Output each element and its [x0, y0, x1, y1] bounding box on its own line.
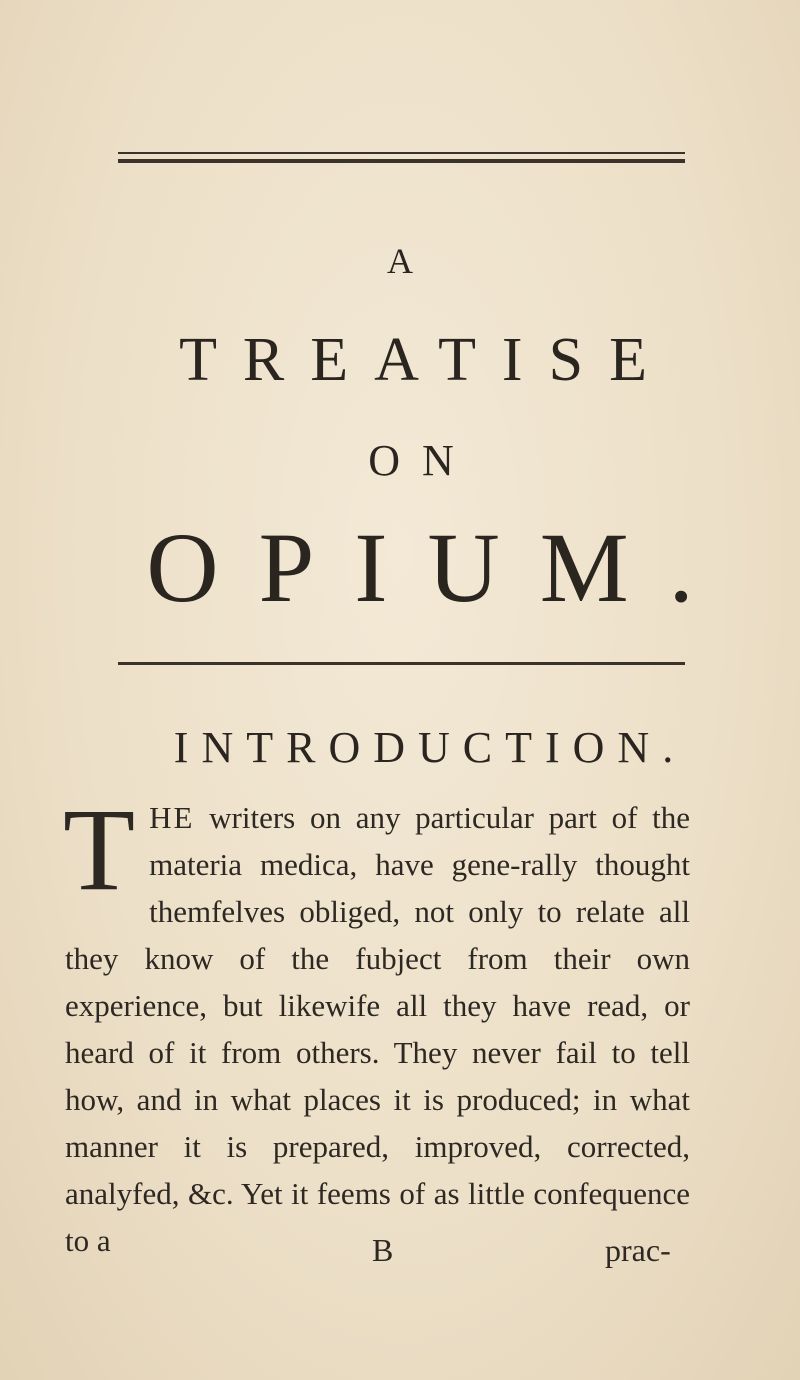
paragraph-text: writers on any particular part of the materia medica, have gene-rally thought themfelves obliged, not only to relate all they know of the fubject from their own experience, but likewife all they have read, or heard of it from others. They never fail to tell how, and in what places it is produced; in what manner it is prepared, improved, corrected, analyfed, &c. Yet it feems of as little confequence to a	[65, 800, 691, 1258]
signature-mark: B	[372, 1232, 394, 1268]
title-article: A	[387, 241, 413, 281]
title-subject: OPIUM.	[146, 512, 734, 623]
title-preposition: ON	[368, 436, 476, 485]
drop-cap: T	[63, 784, 136, 915]
drop-cap-rest: HE	[149, 800, 195, 835]
catchword: prac-	[605, 1232, 671, 1268]
title-rule	[118, 662, 685, 665]
section-heading: INTRODUCTION.	[173, 723, 687, 772]
top-double-rule	[118, 152, 685, 163]
body-paragraph	[63, 784, 691, 1264]
title-treatise: TREATISE	[179, 326, 673, 394]
